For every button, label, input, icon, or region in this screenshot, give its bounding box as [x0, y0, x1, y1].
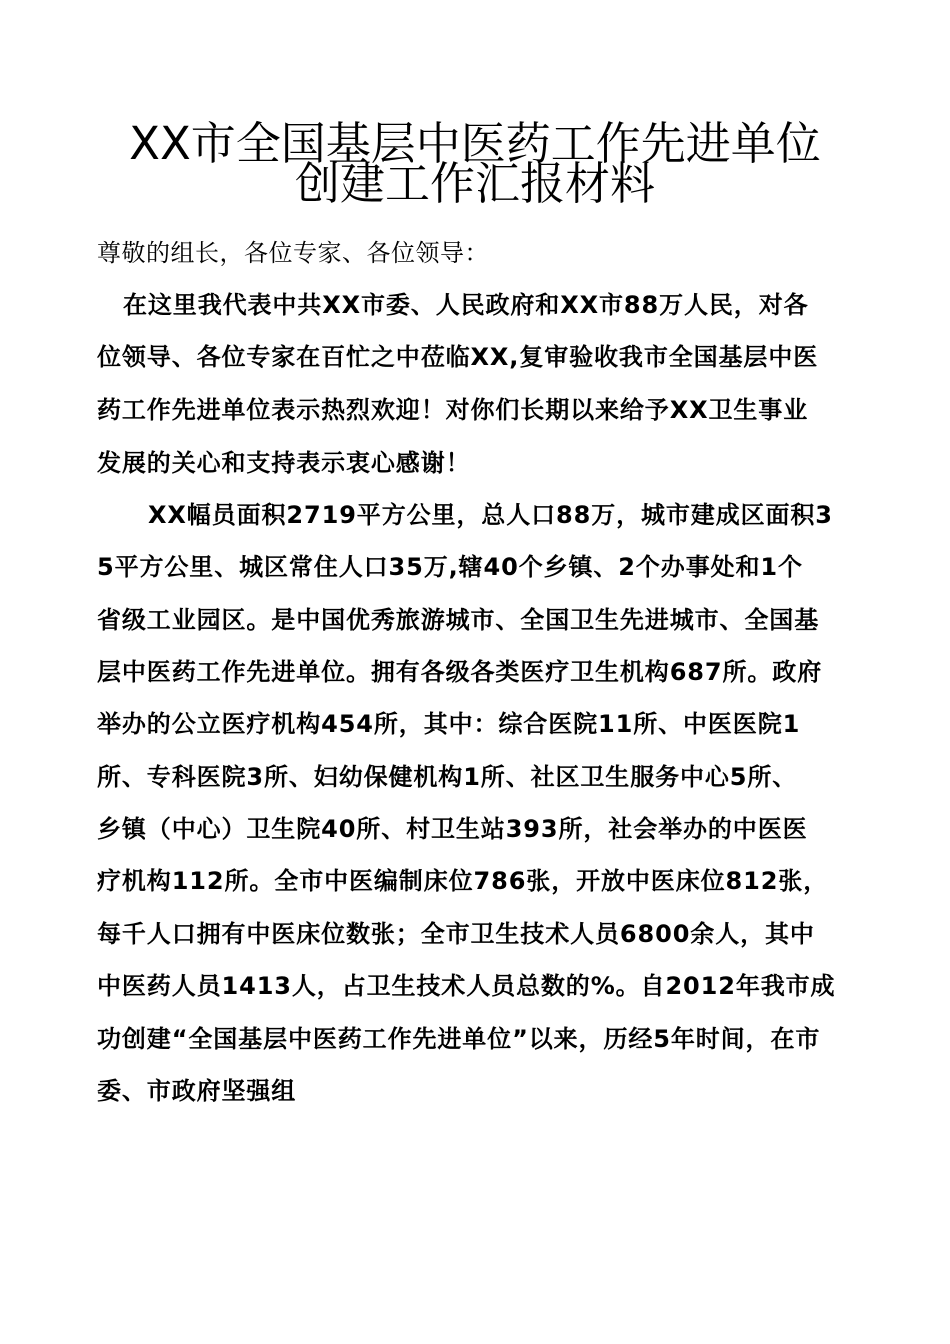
paragraph-2-line-12: 委、市政府坚强组: [97, 1077, 297, 1105]
document-title-line-1: XX市全国基层中医药工作先进单位: [129, 117, 821, 170]
paragraph-2-line-9: 每千人口拥有中医床位数张；全市卫生技术人员6800余人，其中: [97, 920, 815, 948]
paragraph-1-line-3: 药工作先进单位表示热烈欢迎！对你们长期以来给予XX卫生事业: [97, 396, 809, 424]
paragraph-2-line-3: 省级工业园区。是中国优秀旅游城市、全国卫生先进城市、全国基: [97, 606, 820, 634]
paragraph-2-line-4: 层中医药工作先进单位。拥有各级各类医疗卫生机构687所。政府: [97, 658, 823, 686]
paragraph-2-line-8: 疗机构112所。全市中医编制床位786张，开放中医床位812张，: [97, 867, 829, 895]
paragraph-2-line-5: 举办的公立医疗机构454所，其中：综合医院11所、中医医院1: [97, 710, 801, 738]
paragraph-2-line-1: XX幅员面积2719平方公里，总人口88万，城市建成区面积3: [148, 501, 833, 529]
paragraph-1-line-4: 发展的关心和支持表示衷心感谢！: [97, 449, 471, 477]
paragraph-1-line-1: 在这里我代表中共XX市委、人民政府和XX市88万人民，对各: [123, 291, 809, 319]
paragraph-2-line-7: 乡镇（中心）卫生院40所、村卫生站393所，社会举办的中医医: [97, 815, 808, 843]
paragraph-2-line-11: 功创建“全国基层中医药工作先进单位”以来，历经5年时间，在市: [97, 1025, 821, 1053]
paragraph-2-line-2: 5平方公里、城区常住人口35万,辖40个乡镇、2个办事处和1个: [97, 553, 803, 581]
document-title-line-2: 创建工作汇报材料: [294, 157, 655, 210]
paragraph-2-line-10: 中医药人员1413人，占卫生技术人员总数的%。自2012年我市成: [97, 972, 836, 1000]
paragraph-2-line-6: 所、专科医院3所、妇幼保健机构1所、社区卫生服务中心5所、: [97, 763, 798, 791]
greeting-line: 尊敬的组长，各位专家、各位领导：: [97, 239, 489, 267]
paragraph-1-line-2: 位领导、各位专家在百忙之中莅临XX,复审验收我市全国基层中医: [97, 343, 819, 371]
